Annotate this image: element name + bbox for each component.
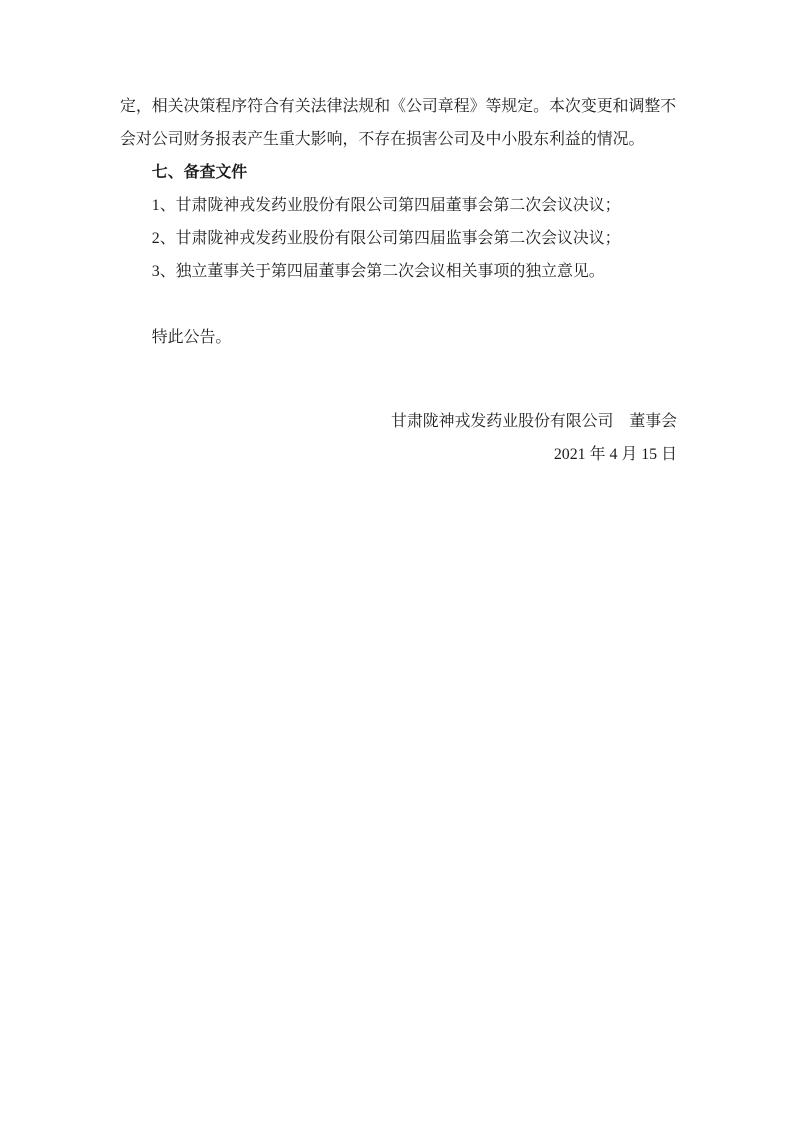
signature-date: 2021 年 4 月 15 日 (553, 446, 677, 463)
signature-company-board: 甘肃陇神戎发药业股份有限公司 董事会 (390, 413, 677, 430)
paragraph-continuation-line-2: 会对公司财务报表产生重大影响，不存在损害公司及中小股东利益的情况。 (120, 131, 645, 148)
section-heading-reference-documents: 七、备查文件 (151, 164, 248, 181)
list-item-2: 2、甘肃陇神戎发药业股份有限公司第四届监事会第二次会议决议； (151, 230, 621, 247)
closing-statement: 特此公告。 (151, 329, 232, 346)
document-content (120, 90, 677, 471)
paragraph-continuation-line-1: 定，相关决策程序符合有关法律法规和《公司章程》等规定。本次变更和调整不 (120, 98, 677, 115)
list-item-3: 3、独立董事关于第四届董事会第二次会议相关事项的独立意见。 (151, 263, 605, 280)
list-item-1: 1、甘肃陇神戎发药业股份有限公司第四届董事会第二次会议决议； (151, 197, 621, 214)
